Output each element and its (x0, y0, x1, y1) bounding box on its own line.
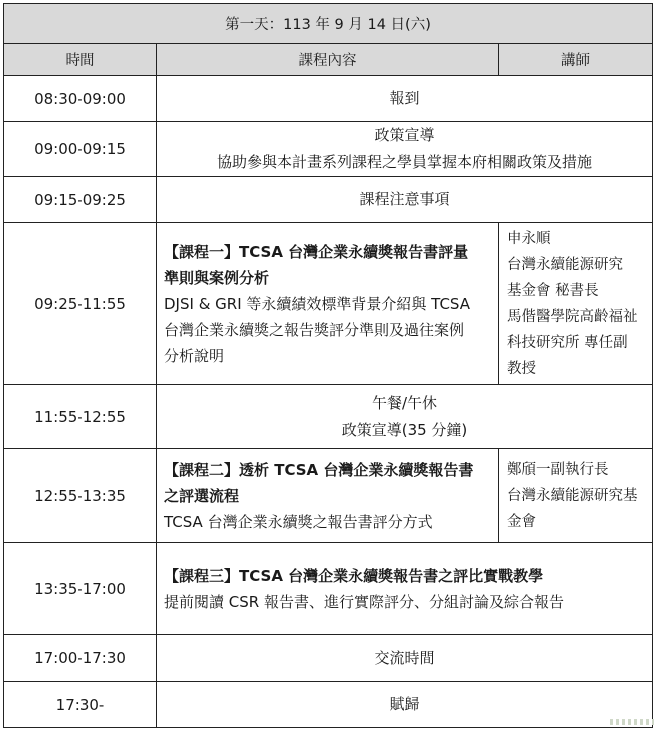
instructor-line: 金會 (507, 513, 536, 530)
content-line: 午餐/午休 (371, 393, 438, 412)
instructor-line: 基金會 秘書長 (507, 282, 599, 299)
course-content (157, 543, 653, 635)
course-heading: 【課程二】透析 TCSA 台灣企業永續獎報告書 (164, 460, 474, 479)
instructor-line: 台灣永續能源研究基 (507, 487, 638, 504)
course-heading: 【課程一】TCSA 台灣企業永續獎報告書評量 (164, 242, 469, 261)
course-description: TCSA 台灣企業永續獎之報告書評分方式 (164, 512, 433, 531)
course-description: 台灣企業永續獎之報告獎評分準則及過往案例 (164, 320, 465, 339)
header-row (4, 44, 653, 76)
instructor-line: 鄭頎一副執行長 (507, 461, 609, 478)
row-content (157, 122, 653, 177)
instructor-line: 科技研究所 專任副 (507, 334, 628, 351)
corner-decoration (610, 719, 654, 725)
row-content (157, 385, 653, 449)
table-row (4, 122, 653, 177)
content-line: 報到 (389, 89, 420, 107)
agenda-table (3, 3, 653, 728)
content-line: 政策宣導(35 分鐘) (341, 420, 468, 439)
table-row (4, 177, 653, 223)
row-time: 09:25-11:55 (4, 223, 157, 385)
course-description: 提前閱讀 CSR 報告書、進行實際評分、分組討論及綜合報告 (164, 592, 564, 611)
row-content (157, 76, 653, 122)
instructor-cell (499, 223, 653, 385)
row-time: 17:30- (4, 682, 157, 728)
row-content (157, 635, 653, 682)
content-line: 協助參與本計畫系列課程之學員掌握本府相關政策及措施 (216, 153, 592, 171)
course-heading: 【課程三】TCSA 台灣企業永續獎報告書之評比實戰教學 (164, 566, 544, 585)
header-time: 時間 (4, 44, 157, 76)
content-line: 課程注意事項 (359, 190, 450, 208)
row-time: 09:15-09:25 (4, 177, 157, 223)
agenda-title: 第一天：113 年 9 月 14 日(六) (4, 4, 653, 44)
header-content: 課程內容 (157, 44, 499, 76)
course-heading: 之評選流程 (164, 486, 240, 505)
table-row (4, 635, 653, 682)
course-content (157, 223, 499, 385)
instructor-line: 台灣永續能源研究 (507, 256, 623, 273)
course-heading: 準則與案例分析 (164, 268, 270, 287)
instructor-cell (499, 449, 653, 543)
row-time: 12:55-13:35 (4, 449, 157, 543)
table-row (4, 543, 653, 635)
header-instructor: 講師 (499, 44, 653, 76)
content-line: 交流時間 (374, 648, 435, 667)
instructor-line: 教授 (507, 360, 536, 377)
instructor-line: 申永順 (507, 230, 551, 247)
course-content (157, 449, 499, 543)
row-time: 11:55-12:55 (4, 385, 157, 449)
table-row (4, 385, 653, 449)
row-time: 08:30-09:00 (4, 76, 157, 122)
content-line: 賦歸 (389, 695, 420, 713)
table-row (4, 449, 653, 543)
table-row (4, 76, 653, 122)
row-time: 13:35-17:00 (4, 543, 157, 635)
row-time: 17:00-17:30 (4, 635, 157, 682)
content-line: 政策宣導 (374, 126, 435, 144)
course-description: DJSI & GRI 等永續績效標準背景介紹與 TCSA (164, 294, 470, 313)
row-content (157, 682, 653, 728)
row-time: 09:00-09:15 (4, 122, 157, 177)
table-row (4, 682, 653, 728)
row-content (157, 177, 653, 223)
instructor-line: 馬偕醫學院高齡福祉 (507, 308, 638, 325)
course-description: 分析說明 (164, 346, 225, 365)
table-row (4, 223, 653, 385)
